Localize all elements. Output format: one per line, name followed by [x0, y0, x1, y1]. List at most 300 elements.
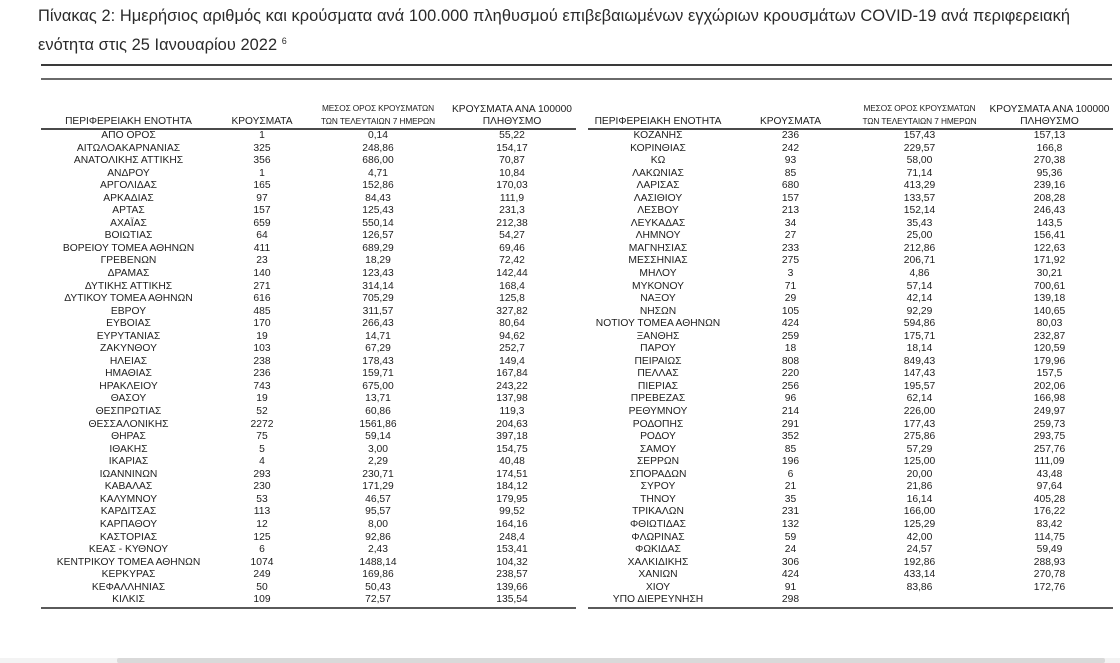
cell-per100k: 54,27: [499, 230, 525, 242]
cell-region: ΔΡΑΜΑΣ: [107, 268, 150, 280]
cell-cases: 52: [256, 406, 268, 418]
cell-region: ΖΑΚΥΝΘΟΥ: [100, 343, 157, 355]
table-right-half: [588, 100, 1113, 609]
cell-cases: 214: [781, 406, 800, 418]
cell-avg7: 71,14: [906, 167, 933, 179]
table-row: [41, 243, 576, 256]
cell-region: ΑΧΑΪΑΣ: [110, 217, 147, 229]
cell-avg7: 58,00: [906, 155, 933, 167]
header-region: ΠΕΡΙΦΕΡΕΙΑΚΗ ΕΝΟΤΗΤΑ: [594, 116, 722, 127]
table-row: [41, 519, 576, 532]
cell-region: ΣΠΟΡΑΔΩΝ: [629, 468, 687, 480]
cell-region: ΕΥΒΟΙΑΣ: [106, 318, 151, 330]
scrollbar-thumb[interactable]: [117, 658, 1105, 663]
cell-per100k: 246,43: [1033, 205, 1066, 217]
table-caption: [38, 4, 1118, 58]
cell-per100k: 259,73: [1033, 418, 1066, 430]
table-row: [41, 331, 576, 344]
cell-cases: 3: [787, 268, 794, 280]
cell-cases: 271: [253, 280, 271, 292]
table-row: [41, 368, 576, 381]
cell-region: ΕΒΡΟΥ: [110, 305, 147, 317]
table-row: [588, 506, 1113, 519]
cell-per100k: 80,64: [499, 318, 525, 330]
table-row: [41, 230, 576, 243]
cell-cases: 27: [784, 230, 797, 242]
cell-region: ΤΡΙΚΑΛΩΝ: [632, 506, 684, 518]
cell-avg7: 166,00: [903, 506, 936, 518]
table-row: [588, 544, 1113, 557]
table-row: [41, 431, 576, 444]
cell-cases: 242: [781, 142, 800, 154]
cell-cases: 356: [253, 155, 271, 167]
cell-per100k: 204,63: [496, 418, 528, 430]
table-row: [41, 155, 576, 168]
cell-cases: 1: [259, 130, 265, 141]
cell-avg7: 2,43: [367, 544, 389, 556]
table-row: [41, 444, 576, 457]
cell-cases: 21: [784, 481, 797, 493]
cell-avg7: 413,29: [903, 180, 936, 192]
cell-avg7: 157,43: [903, 130, 936, 141]
cell-cases: 275: [781, 255, 800, 267]
cell-per100k: 184,12: [496, 481, 528, 493]
cell-region: ΚΩ: [650, 155, 666, 167]
cell-region: ΞΑΝΘΗΣ: [636, 330, 680, 342]
cell-per100k: 122,63: [1033, 242, 1066, 254]
cell-cases: 1074: [250, 556, 274, 568]
table-row: [41, 456, 576, 469]
cell-cases: 236: [253, 368, 271, 380]
cell-avg7: 84,43: [365, 192, 391, 204]
table-row: [41, 481, 576, 494]
table-row: [588, 393, 1113, 406]
cell-per100k: 172,76: [1033, 581, 1066, 593]
cell-region: ΚΕΦΑΛΛΗΝΙΑΣ: [91, 581, 166, 593]
table-row: [588, 419, 1113, 432]
table-row: [588, 168, 1113, 181]
horizontal-scrollbar[interactable]: [0, 658, 1120, 663]
cell-avg7: 24,57: [906, 544, 933, 556]
cell-per100k: 243,22: [496, 380, 528, 392]
cell-region: ΚΑΛΥΜΝΟΥ: [99, 493, 158, 505]
cell-cases: 34: [784, 217, 797, 229]
cell-avg7: 92,86: [365, 531, 391, 543]
table-row: [41, 557, 576, 570]
cell-avg7: 123,43: [362, 268, 394, 280]
cell-avg7: 311,57: [362, 305, 394, 317]
cell-per100k: 252,7: [499, 343, 525, 355]
cell-avg7: 3,00: [367, 443, 389, 455]
cell-per100k: 30,21: [1036, 268, 1063, 280]
table-row: [41, 544, 576, 557]
cell-cases: 213: [781, 205, 800, 217]
cell-avg7: 705,29: [362, 293, 394, 305]
cell-avg7: 550,14: [362, 217, 394, 229]
cell-per100k: 125,8: [499, 293, 525, 305]
cell-avg7: 92,29: [906, 305, 933, 317]
cell-per100k: 104,32: [496, 556, 528, 568]
table-row: [588, 306, 1113, 319]
cell-cases: 236: [781, 130, 800, 141]
table-row: [41, 130, 576, 143]
cell-avg7: 35,43: [906, 217, 933, 229]
cell-avg7: 171,29: [362, 481, 394, 493]
cell-region: ΦΛΩΡΙΝΑΣ: [631, 531, 685, 543]
table-row: [588, 230, 1113, 243]
cell-avg7: 314,14: [362, 280, 394, 292]
cell-cases: 85: [784, 443, 797, 455]
cell-avg7: 177,43: [903, 418, 936, 430]
cell-avg7: 42,00: [906, 531, 933, 543]
cell-cases: 96: [784, 393, 797, 405]
cell-region: ΚΑΣΤΟΡΙΑΣ: [99, 531, 158, 543]
cell-cases: 35: [784, 493, 797, 505]
cell-per100k: 119,3: [499, 406, 525, 418]
cell-per100k: 270,78: [1033, 569, 1066, 581]
cell-per100k: 202,06: [1033, 380, 1066, 392]
table-row: [41, 255, 576, 268]
cell-cases: 743: [253, 380, 271, 392]
cell-cases: 249: [253, 569, 271, 581]
table-row: [588, 469, 1113, 482]
cell-region: ΣΕΡΡΩΝ: [636, 456, 680, 468]
cell-cases: 293: [253, 468, 271, 480]
cell-avg7: 206,71: [903, 255, 936, 267]
cell-region: ΑΡΓΟΛΙΔΑΣ: [99, 180, 158, 192]
cell-per100k: 156,41: [1033, 230, 1066, 242]
cell-per100k: 288,93: [1033, 556, 1066, 568]
cell-per100k: 59,49: [1036, 544, 1063, 556]
cell-per100k: 164,16: [496, 518, 528, 530]
cell-avg7: 1561,86: [359, 418, 397, 430]
cell-region: ΑΡΤΑΣ: [112, 205, 145, 217]
cell-per100k: 327,82: [496, 305, 528, 317]
cell-region: ΕΥΡΥΤΑΝΙΑΣ: [96, 330, 161, 342]
cell-avg7: 147,43: [903, 368, 936, 380]
cell-per100k: 137,98: [496, 393, 528, 405]
cell-region: ΑΙΤΩΛΟΑΚΑΡΝΑΝΙΑΣ: [76, 142, 181, 154]
cell-avg7: 433,14: [903, 569, 936, 581]
cell-avg7: 57,14: [906, 280, 933, 292]
cell-cases: 93: [784, 155, 797, 167]
cell-region: ΔΥΤΙΚΗΣ ΑΤΤΙΚΗΣ: [84, 280, 173, 292]
cell-per100k: 176,22: [1033, 506, 1066, 518]
cell-per100k: 97,64: [1036, 481, 1063, 493]
cell-region: ΝΗΣΩΝ: [639, 305, 677, 317]
table-row: [41, 532, 576, 545]
cell-per100k: 257,76: [1033, 443, 1066, 455]
cell-avg7: 67,29: [365, 343, 391, 355]
cell-region: ΘΗΡΑΣ: [111, 431, 146, 443]
cell-avg7: [853, 594, 986, 607]
table-row: [588, 456, 1113, 469]
cell-avg7: 125,29: [903, 518, 936, 530]
cell-cases: 298: [781, 594, 800, 606]
cell-cases: 157: [781, 192, 800, 204]
table-row: [41, 494, 576, 507]
table-row: [41, 381, 576, 394]
cell-per100k: 142,44: [496, 268, 528, 280]
cell-avg7: 25,00: [906, 230, 933, 242]
table-row: [588, 293, 1113, 306]
cell-per100k: 80,03: [1036, 318, 1063, 330]
cell-cases: 170: [253, 318, 271, 330]
cell-per100k: 94,62: [499, 330, 525, 342]
cell-per100k: 157,5: [1036, 368, 1063, 380]
table-row: [41, 419, 576, 432]
cell-avg7: 169,86: [362, 569, 394, 581]
cell-per100k: 270,38: [1033, 155, 1066, 167]
cell-per100k: 179,95: [496, 493, 528, 505]
cell-avg7: 686,00: [362, 155, 394, 167]
cell-per100k: 238,57: [496, 569, 528, 581]
cell-cases: 4: [259, 456, 265, 468]
cell-per100k: 83,42: [1036, 518, 1063, 530]
cell-cases: 352: [781, 431, 800, 443]
table-row: [588, 444, 1113, 457]
cell-region: ΛΑΚΩΝΙΑΣ: [632, 167, 684, 179]
cell-cases: 91: [784, 581, 797, 593]
cell-cases: 230: [253, 481, 271, 493]
cell-per100k: 154,75: [496, 443, 528, 455]
table-header: [588, 100, 1113, 130]
cell-region: ΑΝΔΡΟΥ: [107, 167, 150, 179]
cell-per100k: 232,87: [1033, 330, 1066, 342]
table-row: [41, 268, 576, 281]
cell-region: ΤΗΝΟΥ: [640, 493, 676, 505]
table-bottom-rule: [41, 607, 576, 609]
cell-per100k: 99,52: [499, 506, 525, 518]
cell-region: ΦΩΚΙΔΑΣ: [635, 544, 681, 556]
cell-per100k: 166,98: [1033, 393, 1066, 405]
cell-avg7: 18,14: [906, 343, 933, 355]
cell-region: ΚΙΛΚΙΣ: [112, 594, 145, 606]
cell-per100k: 95,36: [1036, 167, 1063, 179]
cell-cases: 64: [256, 230, 268, 242]
table-row: [588, 582, 1113, 595]
cell-region: ΜΕΣΣΗΝΙΑΣ: [628, 255, 688, 267]
cell-per100k: 135,54: [496, 594, 528, 606]
cell-avg7: 126,57: [362, 230, 394, 242]
table-row: [588, 343, 1113, 356]
cell-avg7: 14,71: [365, 330, 391, 342]
cell-region: ΔΥΤΙΚΟΥ ΤΟΜΕΑ ΑΘΗΝΩΝ: [64, 293, 193, 305]
table-row: [41, 193, 576, 206]
cell-per100k: 139,18: [1033, 293, 1066, 305]
table-row: [588, 281, 1113, 294]
cell-per100k: 212,38: [496, 217, 528, 229]
cell-per100k: 153,41: [496, 544, 528, 556]
cell-region: ΠΕΙΡΑΙΩΣ: [634, 355, 682, 367]
cell-per100k: 249,97: [1033, 406, 1066, 418]
cell-per100k: 166,8: [1036, 142, 1063, 154]
table-row: [588, 130, 1113, 143]
cell-region: ΛΗΜΝΟΥ: [635, 230, 681, 242]
table-row: [588, 594, 1113, 607]
caption-text: Πίνακας 2: Ημερήσιος αριθμός και κρούσματα ανά 100.000 πληθυσμού επιβεβαιωμένων εγχώριων κρουσμάτων COVID-19 ανά περιφερειακή ενότητα στις 25 Ιανουαρίου 2022: [38, 7, 1071, 54]
cell-cases: 6: [259, 544, 265, 556]
cell-cases: 220: [781, 368, 800, 380]
cell-region: ΜΥΚΟΝΟΥ: [632, 280, 684, 292]
cell-avg7: 159,71: [362, 368, 394, 380]
cell-per100k: 40,48: [499, 456, 525, 468]
cell-avg7: 59,14: [365, 431, 391, 443]
cell-per100k: 248,4: [499, 531, 525, 543]
table-row: [41, 506, 576, 519]
cell-avg7: 83,86: [906, 581, 933, 593]
cell-avg7: 60,86: [365, 406, 391, 418]
cell-region: ΧΙΟΥ: [645, 581, 671, 593]
cell-region: ΚΑΡΠΑΘΟΥ: [99, 518, 158, 530]
cell-per100k: 139,66: [496, 581, 528, 593]
cell-region: ΜΑΓΝΗΣΙΑΣ: [628, 242, 688, 254]
cell-avg7: 230,71: [362, 468, 394, 480]
cell-region: ΗΡΑΚΛΕΙΟΥ: [99, 380, 158, 392]
cell-cases: 105: [781, 305, 800, 317]
cell-per100k: 154,17: [496, 142, 528, 154]
cell-cases: 238: [253, 355, 271, 367]
cell-avg7: 152,86: [362, 180, 394, 192]
table-row: [588, 481, 1113, 494]
table-row: [41, 318, 576, 331]
cell-per100k: 239,16: [1033, 180, 1066, 192]
cell-cases: 2272: [250, 418, 274, 430]
table-row: [588, 494, 1113, 507]
cell-region: ΘΑΣΟΥ: [110, 393, 147, 405]
cell-region: ΚΑΒΑΛΑΣ: [104, 481, 153, 493]
cell-per100k: 70,87: [499, 155, 525, 167]
table-row: [41, 281, 576, 294]
cell-cases: 256: [781, 380, 800, 392]
cell-cases: 231: [781, 506, 800, 518]
cell-avg7: 125,00: [903, 456, 936, 468]
cell-per100k: 72,42: [499, 255, 525, 267]
cell-region: ΚΕΝΤΡΙΚΟΥ ΤΟΜΕΑ ΑΘΗΝΩΝ: [56, 556, 201, 568]
cell-cases: 113: [253, 506, 271, 518]
cell-region: ΣΥΡΟΥ: [640, 481, 676, 493]
cell-cases: 485: [253, 305, 271, 317]
cell-avg7: 152,14: [903, 205, 936, 217]
cell-per100k: 114,75: [1034, 531, 1065, 543]
cell-cases: 5: [259, 443, 265, 455]
cell-cases: 12: [256, 518, 268, 530]
cell-avg7: 1488,14: [359, 556, 397, 568]
cell-per100k: 157,13: [1033, 130, 1066, 141]
cell-avg7: 16,14: [906, 493, 933, 505]
table-header: [41, 100, 576, 130]
cell-cases: 140: [253, 268, 271, 280]
cell-cases: 19: [256, 393, 268, 405]
cell-cases: 306: [781, 556, 800, 568]
cell-cases: 616: [253, 293, 271, 305]
cell-region: ΠΙΕΡΙΑΣ: [637, 380, 679, 392]
cell-region: ΙΘΑΚΗΣ: [109, 443, 148, 455]
table-row: [588, 431, 1113, 444]
header-avg7: ΜΕΣΟΣ ΟΡΟΣ ΚΡΟΥΣΜΑΤΩΝ ΤΩΝ ΤΕΛΕΥΤΑΙΩΝ 7 ΗΜΕΡΩΝ: [862, 103, 977, 126]
table-row: [588, 532, 1113, 545]
cell-avg7: 248,86: [362, 142, 394, 154]
cell-cases: 424: [781, 318, 800, 330]
cell-region: ΚΟΡΙΝΘΙΑΣ: [630, 142, 686, 154]
cell-per100k: 168,4: [499, 280, 525, 292]
cell-avg7: 849,43: [903, 355, 936, 367]
table-body: [41, 130, 576, 607]
table-row: [588, 557, 1113, 570]
cell-per100k: 120,59: [1033, 343, 1066, 355]
cell-cases: 424: [781, 569, 800, 581]
cell-avg7: 2,29: [367, 456, 389, 468]
cell-avg7: 13,71: [365, 393, 391, 405]
table-row: [588, 218, 1113, 231]
cell-avg7: 18,29: [365, 255, 391, 267]
cell-region: ΙΚΑΡΙΑΣ: [108, 456, 149, 468]
cell-per100k: 69,46: [499, 242, 525, 254]
cell-avg7: 689,29: [362, 242, 394, 254]
cell-cases: 259: [781, 330, 800, 342]
header-region: ΠΕΡΙΦΕΡΕΙΑΚΗ ΕΝΟΤΗΤΑ: [65, 116, 192, 127]
cell-per100k: 231,3: [499, 205, 525, 217]
table-row: [41, 406, 576, 419]
cell-cases: 23: [256, 255, 268, 267]
table-body: [588, 130, 1113, 607]
table-row: [588, 268, 1113, 281]
cell-region: ΠΑΡΟΥ: [640, 343, 676, 355]
header-cases: ΚΡΟΥΣΜΑΤΑ: [759, 116, 822, 127]
cell-region: ΜΗΛΟΥ: [639, 268, 677, 280]
cell-per100k: 55,22: [499, 130, 525, 141]
cell-region: ΒΟΙΩΤΙΑΣ: [104, 230, 153, 242]
cell-cases: 196: [781, 456, 800, 468]
cell-cases: 680: [781, 180, 800, 192]
cell-cases: 125: [253, 531, 271, 543]
cell-avg7: 62,14: [906, 393, 933, 405]
cell-region: ΦΘΙΩΤΙΔΑΣ: [629, 518, 687, 530]
cell-per100k: 140,65: [1033, 305, 1066, 317]
cell-per100k: 208,28: [1033, 192, 1066, 204]
cell-region: ΑΝΑΤΟΛΙΚΗΣ ΑΤΤΙΚΗΣ: [73, 155, 184, 167]
cell-region: ΝΑΞΟΥ: [640, 293, 676, 305]
cell-region: ΚΑΡΔΙΤΣΑΣ: [100, 506, 157, 518]
footnote-marker: 6: [281, 36, 287, 46]
cell-avg7: 675,00: [362, 380, 394, 392]
table-row: [41, 306, 576, 319]
cell-cases: 29: [784, 293, 797, 305]
table-row: [41, 143, 576, 156]
cell-avg7: 20,00: [906, 468, 933, 480]
cell-avg7: 21,86: [906, 481, 933, 493]
cell-region: ΡΕΘΥΜΝΟΥ: [628, 406, 688, 418]
cell-region: ΘΕΣΣΑΛΟΝΙΚΗΣ: [88, 418, 169, 430]
cell-cases: 1: [259, 167, 265, 179]
cell-cases: 53: [256, 493, 268, 505]
cell-cases: 325: [253, 142, 271, 154]
cell-avg7: 594,86: [903, 318, 936, 330]
cell-cases: 291: [781, 418, 800, 430]
cell-region: ΛΑΡΙΣΑΣ: [636, 180, 680, 192]
cell-region: ΗΜΑΘΙΑΣ: [105, 368, 152, 380]
cell-avg7: 4,86: [909, 268, 930, 280]
cell-region: ΠΕΛΛΑΣ: [637, 368, 679, 380]
table-row: [41, 180, 576, 193]
cell-per100k: 700,61: [1033, 280, 1066, 292]
cell-cases: 24: [784, 544, 797, 556]
cell-cases: 808: [781, 355, 800, 367]
top-rule: [41, 64, 1112, 66]
cell-per100k: 397,18: [496, 431, 528, 443]
table-row: [41, 582, 576, 595]
cell-region: ΛΕΣΒΟΥ: [637, 205, 679, 217]
